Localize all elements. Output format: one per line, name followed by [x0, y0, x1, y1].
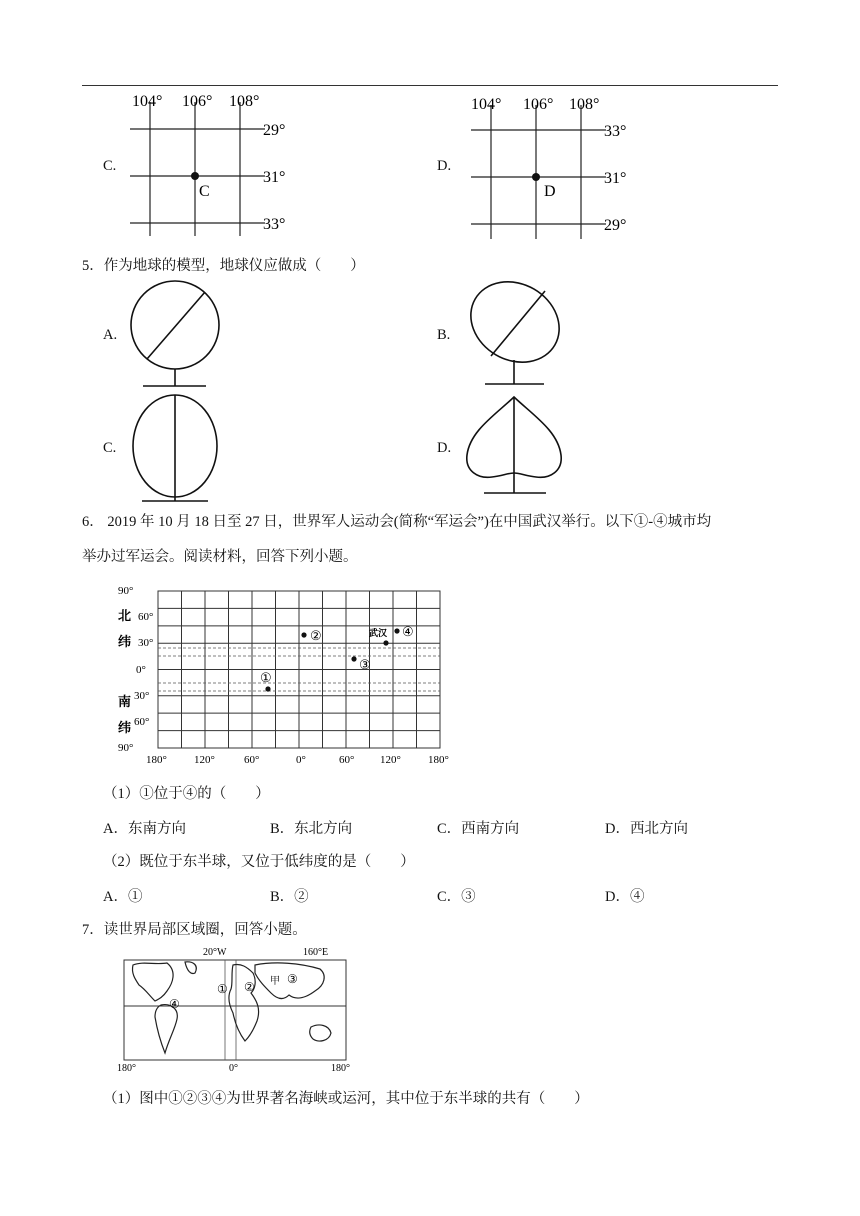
c-lat-2: 31°: [263, 169, 286, 186]
lon-tick-120w: 120°: [194, 754, 215, 766]
north-label-1: 北: [118, 608, 132, 623]
d-lat-3: 29°: [604, 217, 627, 234]
d-lat-1: 33°: [604, 123, 627, 140]
city-4-dot: [394, 628, 399, 633]
jia-label: 甲: [270, 976, 280, 987]
lon-tick-0: 0°: [296, 754, 306, 766]
lat-tick-90s: 90°: [118, 742, 134, 754]
q4-option-d-grid: [468, 91, 648, 241]
q5-option-b-label: B.: [437, 327, 451, 343]
q7-top-left-label: 20°W: [203, 947, 227, 958]
north-label-2: 纬: [118, 634, 132, 649]
q6-sub1-option-c: C．西南方向: [437, 821, 520, 837]
strait-1-label: ①: [217, 982, 228, 996]
q6-map: [110, 578, 460, 768]
q6-stem-line1: 6． 2019 年 10 月 18 日至 27 日，世界军人运动会(简称“军运会”)在中国武汉举行。以下①-④城市均: [82, 514, 712, 530]
q7-map: [115, 943, 355, 1073]
q5-option-b-globe: [460, 280, 570, 392]
d-lon-1: 104°: [471, 96, 502, 113]
city-4-label: ④: [402, 624, 414, 639]
lat-tick-60n: 60°: [138, 611, 154, 623]
c-lat-1: 29°: [263, 122, 286, 139]
q6-sub2-option-c: C．③: [437, 889, 476, 905]
strait-2-label: ②: [244, 980, 255, 994]
d-lat-2: 31°: [604, 170, 627, 187]
lon-tick-180w: 180°: [146, 754, 167, 766]
q7-bottom-180w: 180°: [117, 1063, 136, 1073]
city-3-label: ③: [359, 657, 371, 672]
q6-sub1-option-a: A．东南方向: [103, 821, 186, 837]
city-1-label: ①: [260, 670, 272, 685]
q5-option-a-globe: [130, 280, 230, 392]
lat-tick-30s: 30°: [134, 690, 150, 702]
lat-tick-0: 0°: [136, 664, 146, 676]
q7-bottom-180e: 180°: [331, 1063, 350, 1073]
south-label-2: 纬: [118, 720, 132, 735]
wuhan-label: 武汉: [369, 628, 388, 638]
q4-option-c-grid: [125, 88, 305, 238]
q6-sub2-option-b: B．②: [270, 889, 309, 905]
q6-stem-line2: 举办过军运会。阅读材料，回答下列小题。: [82, 549, 358, 565]
q5-option-c-label: C.: [103, 440, 117, 456]
d-point-label: D: [544, 183, 556, 200]
q7-top-right-label: 160°E: [303, 947, 329, 958]
south-label-1: 南: [118, 694, 132, 709]
q5-option-a-label: A.: [103, 327, 118, 343]
point-c-dot: [191, 172, 199, 180]
city-2-dot: [301, 632, 306, 637]
q4-option-c-label: C.: [103, 158, 117, 174]
city-2-label: ②: [310, 628, 322, 643]
c-lat-3: 33°: [263, 216, 286, 233]
q5-option-d-label: D.: [437, 440, 452, 456]
q6-sub1-option-d: D．西北方向: [605, 821, 688, 837]
lat-tick-90n: 90°: [118, 585, 134, 597]
q6-sub2-option-a: A．①: [103, 889, 143, 905]
c-lon-2: 106°: [182, 93, 213, 110]
q5-option-c-globe: [130, 393, 230, 505]
header-rule: [82, 85, 778, 86]
lon-tick-120e: 120°: [380, 754, 401, 766]
c-point-label: C: [199, 183, 210, 200]
lat-tick-60s: 60°: [134, 716, 150, 728]
d-lon-2: 106°: [523, 96, 554, 113]
lon-tick-60e: 60°: [339, 754, 355, 766]
d-lon-3: 108°: [569, 96, 600, 113]
q6-sub2-option-d: D．④: [605, 889, 645, 905]
strait-3-label: ③: [287, 972, 298, 986]
c-lon-1: 104°: [132, 93, 163, 110]
q7-stem: 7．读世界局部区域圈，回答小题。: [82, 922, 307, 938]
city-1-dot: [265, 686, 270, 691]
lon-tick-180e: 180°: [428, 754, 449, 766]
q7-bottom-0: 0°: [229, 1063, 238, 1073]
q7-sub1-stem: （1）图中①②③④为世界著名海峡或运河，其中位于东半球的共有（ ）: [103, 1091, 589, 1107]
c-lon-3: 108°: [229, 93, 260, 110]
lat-tick-30n: 30°: [138, 637, 154, 649]
wuhan-dot: [383, 640, 388, 645]
point-d-dot: [532, 173, 540, 181]
q5-option-d-globe: [460, 393, 570, 505]
lon-tick-60w: 60°: [244, 754, 260, 766]
strait-4-label: ④: [169, 997, 180, 1011]
q5-stem: 5．作为地球的模型，地球仪应做成（ ）: [82, 258, 365, 274]
city-3-dot: [351, 656, 356, 661]
q6-sub1-stem: （1）①位于④的（ ）: [103, 786, 270, 802]
q6-sub2-stem: （2）既位于东半球，又位于低纬度的是（ ）: [103, 854, 415, 870]
q4-option-d-label: D.: [437, 158, 452, 174]
q6-sub1-option-b: B．东北方向: [270, 821, 353, 837]
